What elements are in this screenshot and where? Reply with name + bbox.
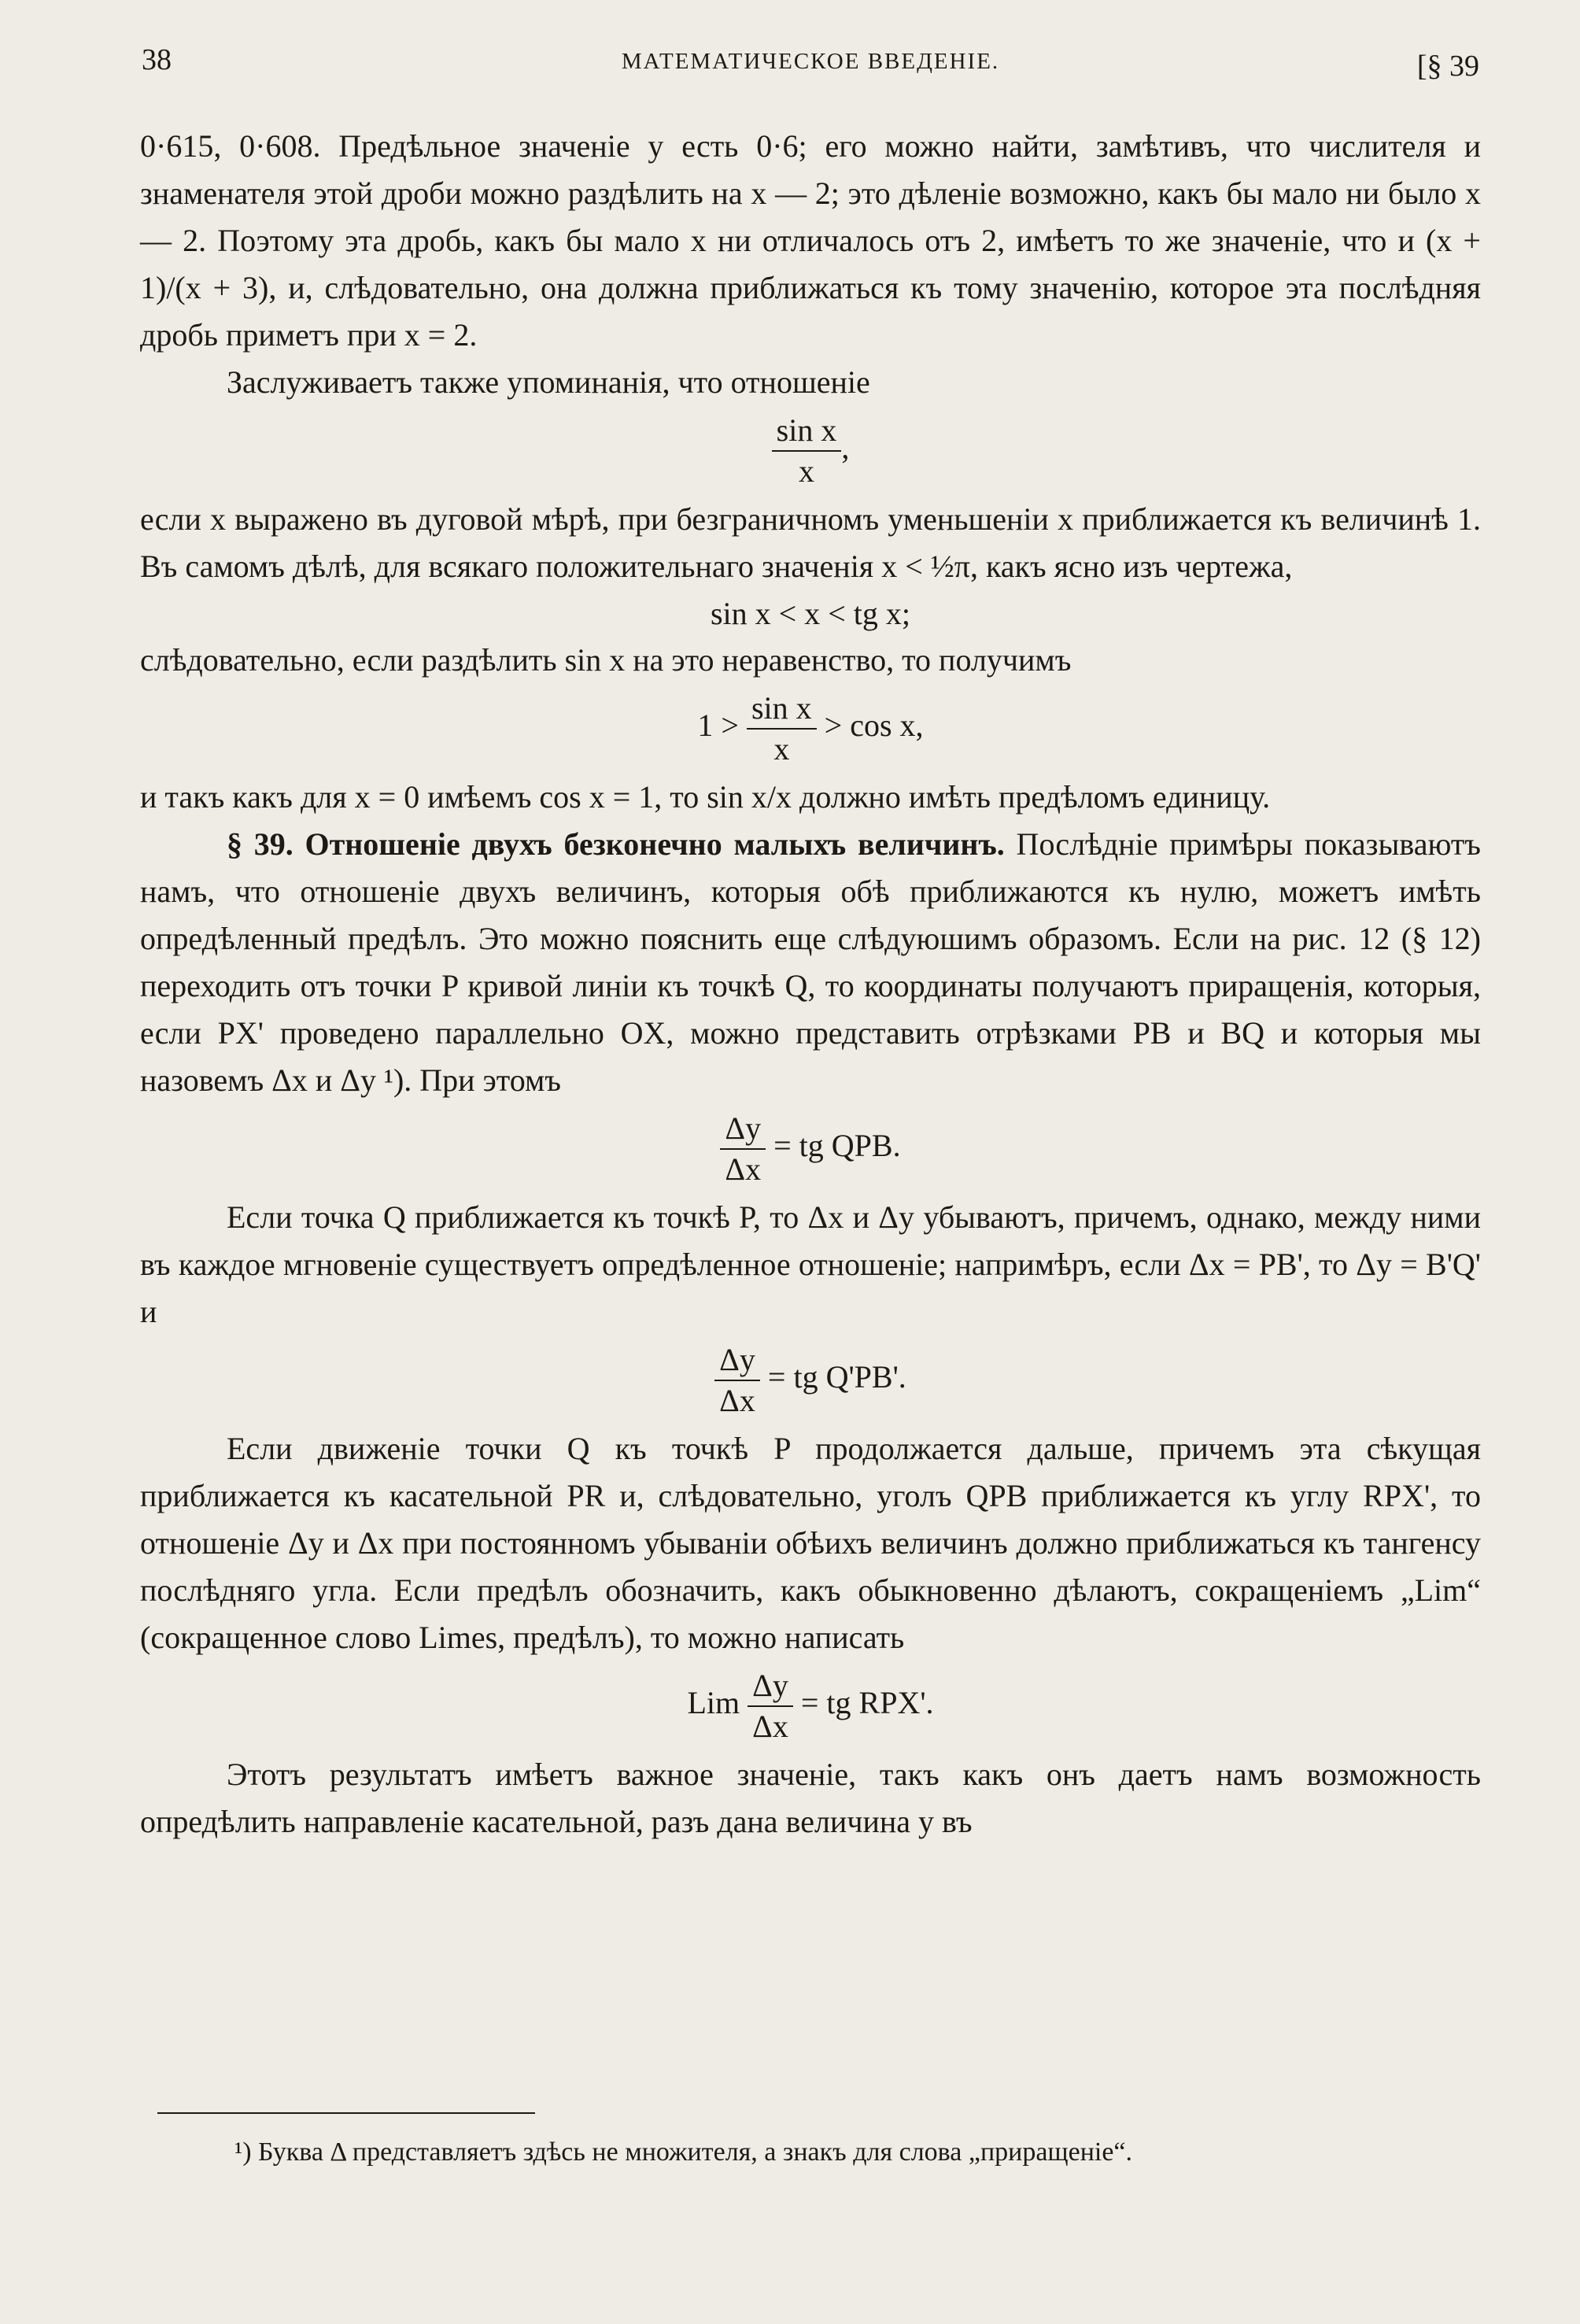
paragraph-6 — [140, 821, 1481, 1104]
formula-left: Lim — [687, 1685, 740, 1721]
footnote-divider — [157, 2112, 535, 2114]
fraction — [747, 689, 817, 769]
footnote: ¹) Буква Δ представляетъ здѣсь не множителя, а знакъ для слова „приращеніе“. — [234, 2137, 1133, 2167]
paragraph-8: Если движеніе точки Q къ точкѣ P продолжается дальше, причемъ эта сѣкущая приближается къ касательной PR и, слѣдовательно, уголъ QPB приближается къ углу RPX', то отношеніе Δy и Δx при постоянномъ убываніи обѣихъ величинъ должно приближаться къ тангенсу послѣдняго угла. Если предѣлъ обозначить, какъ обыкновенно дѣлаютъ, сокращеніемъ „Lim“ (сокращенное слово Limes, предѣлъ), то можно написать — [140, 1431, 1481, 1655]
paragraph-7: Если точка Q приближается къ точкѣ P, то Δx и Δy убываютъ, причемъ, однако, между ними въ каждое мгновеніе существуетъ опредѣленное отношеніе; напримѣръ, если Δx = PB', то Δy = B'Q' и — [140, 1199, 1482, 1329]
fraction-denominator: x — [773, 731, 790, 767]
formula-tg-qpb-prime — [140, 1340, 1481, 1421]
fraction — [748, 1666, 793, 1746]
formula-tail: , — [841, 430, 850, 466]
formula-limit — [140, 1666, 1481, 1746]
formula-sinx-over-x — [140, 411, 1481, 491]
fraction-numerator: sin x — [772, 411, 842, 452]
formula-right: = tg RPX'. — [800, 1685, 934, 1721]
formula-left: 1 > — [697, 708, 739, 744]
formula-bounds — [140, 689, 1481, 769]
formula-right: = tg QPB. — [773, 1128, 901, 1164]
fraction-numerator: Δy — [720, 1109, 766, 1150]
page-header — [142, 38, 1479, 85]
fraction-denominator: Δx — [752, 1709, 788, 1744]
paragraph-3: если x выражено въ дуговой мѣрѣ, при безграничномъ уменьшеніи x приближается къ величинѣ 1. Въ самомъ дѣлѣ, для всякаго положительнаго значенія x < ½π, какъ ясно изъ чертежа, — [140, 501, 1481, 584]
paragraph-6-text: Послѣдніе примѣры показываютъ намъ, что отношеніе двухъ величинъ, которыя обѣ приближаются къ нулю, можетъ имѣть опредѣленный предѣлъ. Это можно пояснить еще слѣдуюшимъ образомъ. Если на рис. 12 (§ 12) переходить отъ точки P кривой линіи къ точкѣ Q, то координаты получаютъ приращенія, которыя, если PX' проведено параллельно OX, можно представить отрѣзками PB и BQ и которыя мы назовемъ Δx и Δy ¹). При этомъ — [140, 826, 1481, 1098]
paragraph-5: и такъ какъ для x = 0 имѣемъ cos x = 1, то sin x/x должно имѣть предѣломъ единицу. — [140, 779, 1271, 815]
paragraph-9: Этотъ результатъ имѣетъ важное значеніе, такъ какъ онъ даетъ намъ возможность опредѣлить направленіе касательной, разъ дана величина y въ — [140, 1757, 1481, 1839]
fraction — [714, 1340, 760, 1421]
section-heading: § 39. Отношеніе двухъ безконечно малыхъ величинъ. — [227, 826, 1005, 862]
fraction — [720, 1109, 766, 1189]
section-reference: [§ 39 — [1416, 50, 1479, 83]
fraction-numerator: Δy — [748, 1666, 793, 1707]
paragraph-4: слѣдовательно, если раздѣлить sin x на это неравенство, то получимъ — [140, 642, 1072, 678]
fraction — [772, 411, 842, 491]
page-number: 38 — [142, 43, 172, 76]
paragraph-2: Заслуживаетъ также упоминанія, что отношеніе — [227, 364, 870, 400]
formula-right: > cos x, — [824, 708, 924, 744]
fraction-denominator: x — [799, 453, 814, 489]
fraction-numerator: sin x — [747, 689, 817, 730]
page-body — [140, 123, 1481, 1846]
formula-tg-qpb — [140, 1109, 1481, 1189]
fraction-denominator: Δx — [719, 1383, 755, 1418]
paragraph-1: 0·615, 0·608. Предѣльное значеніе y есть 0·6; его можно найти, замѣтивъ, что числителя и знаменателя этой дроби можно раздѣлить на x — 2; это дѣленіе возможно, какъ бы мало ни было x — 2. Поэтому эта дробь, какъ бы мало x ни отличалось отъ 2, имѣетъ то же значеніе, что и (x + 1)/(x + 3), и, слѣдовательно, она должна приближаться къ тому значенію, которое эта послѣдняя дробь приметъ при x = 2. — [140, 128, 1481, 353]
formula-right: = tg Q'PB'. — [767, 1359, 906, 1395]
running-title: МАТЕМАТИЧЕСКОЕ ВВЕДЕНІЕ. — [621, 49, 1000, 74]
fraction-numerator: Δy — [714, 1340, 760, 1381]
fraction-denominator: Δx — [725, 1151, 762, 1187]
formula-inequality: sin x < x < tg x; — [710, 596, 911, 631]
